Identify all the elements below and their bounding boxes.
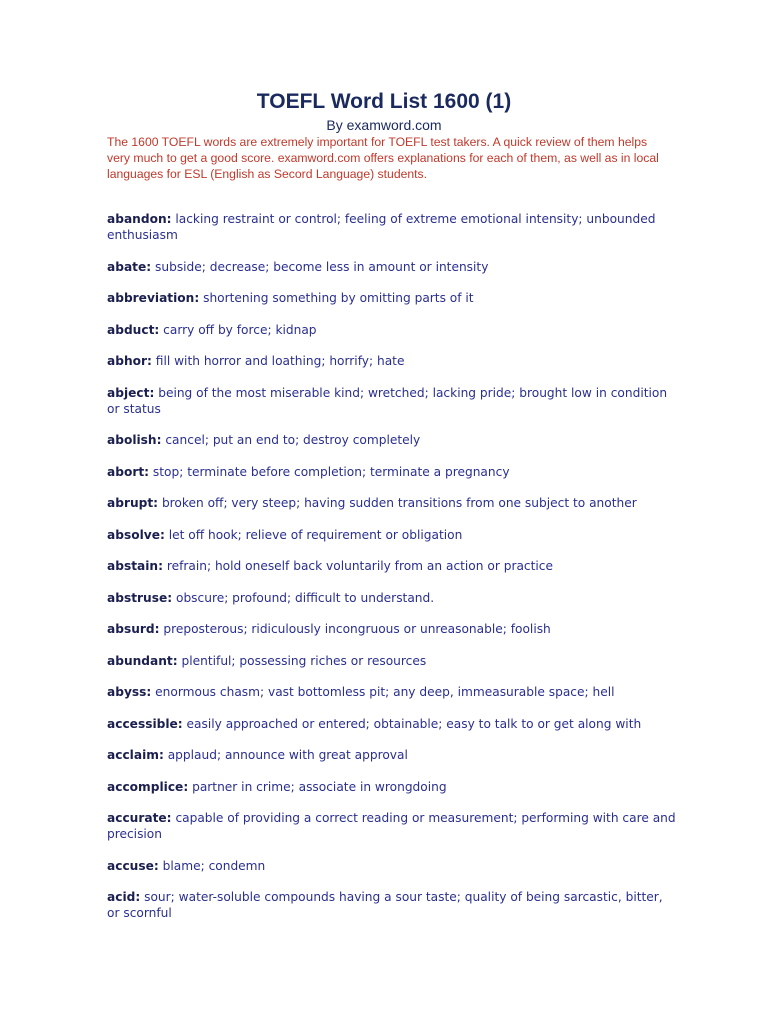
entry-definition: enormous chasm; vast bottomless pit; any deep, immeasurable space; hell <box>155 685 615 699</box>
page-title: TOEFL Word List 1600 (1) <box>256 90 512 113</box>
entry-definition: shortening something by omitting parts of it <box>203 291 474 305</box>
byline: By examword.com <box>326 117 442 133</box>
entry-definition: let off hook; relieve of requirement or obligation <box>168 527 463 542</box>
entry-term: accomplice: <box>107 779 189 794</box>
entry-definition: easily approached or entered; obtainable; easy to talk to or get along with <box>186 716 642 731</box>
entry-definition: broken off; very steep; having sudden transitions from one subject to another <box>161 496 637 510</box>
word-list <box>107 211 677 937</box>
entry-term: abject: <box>107 385 155 400</box>
entry-definition: blame; condemn <box>162 858 266 873</box>
list-item <box>107 889 677 921</box>
list-item <box>107 716 677 732</box>
entry-definition: sour; water-soluble compounds having a sour taste; quality of being sarcastic, bitter, or scornful <box>107 890 663 920</box>
entry-definition: partner in crime; associate in wrongdoing <box>192 779 447 794</box>
list-item <box>107 621 677 637</box>
entry-term: abolish: <box>107 433 162 447</box>
entry-definition: applaud; announce with great approval <box>167 748 408 762</box>
list-item <box>107 385 677 417</box>
entry-term: abbreviation: <box>107 291 200 305</box>
entry-term: abrupt: <box>107 496 159 510</box>
list-item <box>107 495 677 511</box>
entry-term: absurd: <box>107 622 160 636</box>
entry-definition: obscure; profound; difficult to understand. <box>175 590 435 605</box>
entry-term: abort: <box>107 464 150 479</box>
entry-term: abundant: <box>107 653 178 668</box>
entry-term: accuse: <box>107 858 159 873</box>
list-item <box>107 353 677 369</box>
entry-definition: stop; terminate before completion; terminate a pregnancy <box>152 464 510 479</box>
entry-definition: fill with horror and loathing; horrify; hate <box>155 354 405 368</box>
list-item <box>107 653 677 669</box>
list-item <box>107 527 677 543</box>
list-item <box>107 432 677 448</box>
list-item <box>107 590 677 606</box>
list-item <box>107 259 677 275</box>
entry-definition: cancel; put an end to; destroy completely <box>165 433 421 447</box>
list-item <box>107 322 677 338</box>
entry-term: absolve: <box>107 527 165 542</box>
list-item <box>107 290 677 306</box>
entry-definition: subside; decrease; become less in amount or intensity <box>155 259 489 274</box>
entry-definition: plentiful; possessing riches or resources <box>181 653 427 668</box>
entry-term: accurate: <box>107 811 172 825</box>
list-item <box>107 684 677 700</box>
list-item <box>107 858 677 874</box>
list-item <box>107 211 677 243</box>
entry-term: abate: <box>107 259 152 274</box>
entry-term: acid: <box>107 890 141 904</box>
entry-definition: refrain; hold oneself back voluntarily from an action or practice <box>166 559 553 573</box>
entry-definition: capable of providing a correct reading or measurement; performing with care and precision <box>107 811 676 841</box>
list-item <box>107 779 677 795</box>
entry-term: acclaim: <box>107 748 164 762</box>
entry-definition: carry off by force; kidnap <box>163 322 317 337</box>
entry-term: abduct: <box>107 322 160 337</box>
entry-term: abstain: <box>107 559 163 573</box>
entry-term: abhor: <box>107 354 152 368</box>
intro-paragraph: The 1600 TOEFL words are extremely important for TOEFL test takers. A quick review of them helps very much to get a good score. examword.com offers explanations for each of them, as well as in local languages for ESL (English as Secord Language) students. <box>107 135 659 181</box>
list-item <box>107 747 677 763</box>
entry-definition: being of the most miserable kind; wretched; lacking pride; brought low in condition or status <box>107 385 668 416</box>
list-item <box>107 464 677 480</box>
entry-definition: preposterous; ridiculously incongruous or unreasonable; foolish <box>163 622 551 636</box>
list-item <box>107 558 677 574</box>
list-item <box>107 810 677 842</box>
entry-definition: lacking restraint or control; feeling of extreme emotional intensity; unbounded enthusiasm <box>107 212 656 242</box>
entry-term: abandon: <box>107 212 172 226</box>
entry-term: abyss: <box>107 685 152 699</box>
entry-term: accessible: <box>107 716 183 731</box>
entry-term: abstruse: <box>107 590 173 605</box>
